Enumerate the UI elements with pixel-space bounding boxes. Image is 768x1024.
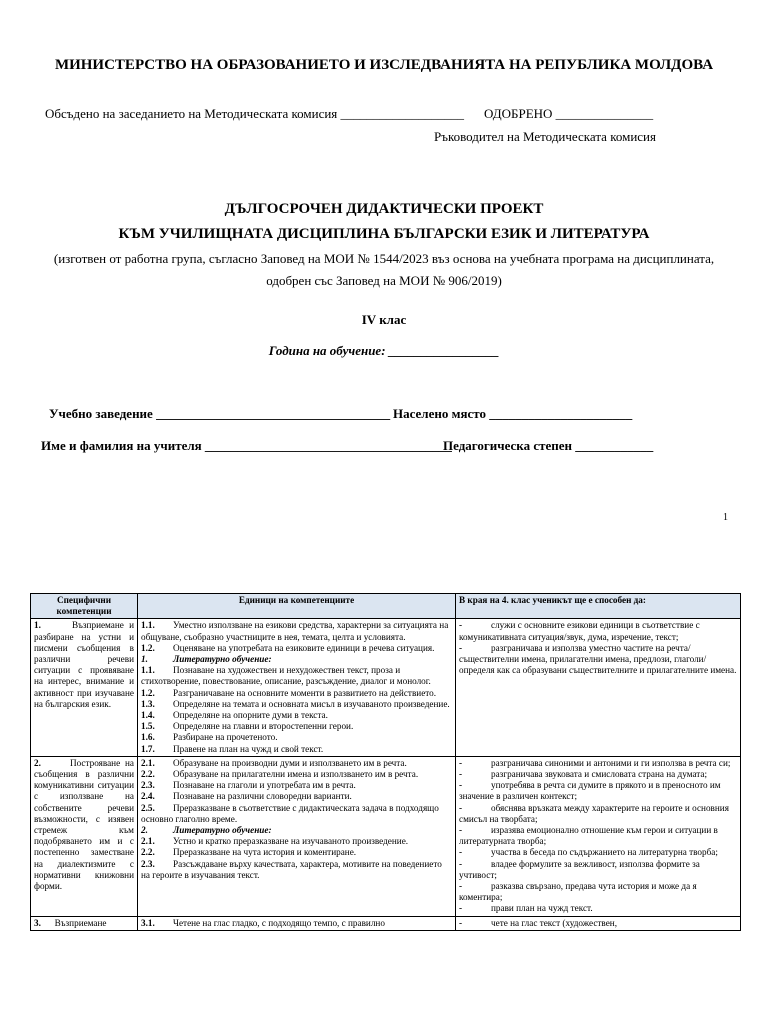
header-outcomes: В края на 4. клас ученикът ще е способен да: (456, 594, 741, 619)
unit-item (141, 620, 452, 642)
unit-number: 2.2. (141, 847, 155, 858)
unit-number: 2.4. (141, 791, 155, 802)
outcomes-cell (456, 619, 741, 756)
header-specific-competences: Специфични компетенции (31, 594, 138, 619)
unit-item (141, 665, 452, 687)
table-header-row (31, 594, 741, 619)
units-cell (138, 756, 456, 916)
outcome-item (459, 847, 737, 858)
unit-text: Уместно използване на езикови средства, характерни за ситуацията на общуване, съобразно участниците в нея, темата, целта и условията. (141, 620, 449, 642)
unit-item (141, 847, 452, 858)
unit-item (141, 699, 452, 710)
table-body (31, 619, 741, 930)
units-cell (138, 619, 456, 756)
outcome-item (459, 918, 737, 929)
unit-text: Устно и кратко преразказване на изучаваното произведение. (173, 836, 409, 847)
ministry-heading: МИНИСТЕРСТВО НА ОБРАЗОВАНИЕТО И ИЗСЛЕДВАНИЯТА НА РЕПУБЛИКА МОЛДОВА (54, 57, 714, 73)
unit-number: 1. (141, 654, 148, 665)
unit-number: 1.3. (141, 698, 155, 709)
grade-label: IV клас (361, 312, 407, 327)
outcome-item (459, 758, 737, 769)
competence-text: Възприемане и разбиране на устни и писмени съобщения в различни речеви ситуации с проявяване на интерес, внимание и активност при изучаване на българския език. (34, 620, 134, 709)
unit-text: Разбиране на прочетеното. (173, 732, 278, 743)
header-competence-units: Единици на компетенциите (138, 594, 456, 619)
unit-text: Познаване на различни словоредни варианти. (173, 791, 352, 802)
bullet-dash: - (459, 769, 463, 780)
unit-item (141, 688, 452, 699)
competence-cell (31, 916, 138, 930)
outcome-text: разграничава синоними и антоними и ги използва в речта си; (491, 757, 731, 768)
unit-text: Образуване на производни думи и използването им в речта. (173, 757, 407, 768)
outcome-text: служи с основните езикови единици в съответствие с комуникативната ситуация/звук, дума, изречение, текст; (459, 620, 700, 642)
outcome-text: владее формулите за вежливост, използва формите за учтивост; (459, 858, 700, 880)
competence-cell (31, 619, 138, 756)
unit-text: Правене на план на чужд и свой текст. (173, 743, 324, 754)
outcome-item (459, 769, 737, 780)
unit-number: 1.4. (141, 710, 155, 721)
outcome-item (459, 780, 737, 802)
bullet-dash: - (459, 917, 463, 928)
unit-item (141, 654, 452, 665)
document-note-line2: одобрен със Заповед на МОИ № 906/2019) (266, 273, 502, 288)
unit-item (141, 859, 452, 881)
bullet-dash: - (459, 881, 463, 892)
outcome-text: прави план на чужд текст. (491, 903, 593, 914)
place-field: Населено място ______________________ (393, 406, 633, 421)
competences-table (30, 593, 741, 931)
unit-number: 1.2. (141, 687, 155, 698)
bullet-dash: - (459, 858, 463, 869)
unit-number: 2.3. (141, 858, 155, 869)
literary-section-label: Литературно обучение: (173, 654, 272, 665)
unit-number: 3.1. (141, 917, 155, 928)
approved-line: ОДОБРЕНО _______________ (484, 106, 654, 121)
pedagogical-degree-field: Педагогическа степен ____________ (443, 438, 654, 453)
outcome-item (459, 903, 737, 914)
teacher-name-field: Име и фамилия на учителя ______________________________________ (41, 438, 452, 453)
outcome-text: разграничава звуковата и смисловата страна на думата; (491, 769, 708, 780)
document-subject: КЪМ УЧИЛИЩНАТА ДИСЦИПЛИНА БЪЛГАРСКИ ЕЗИК И ЛИТЕРАТУРА (118, 226, 650, 242)
outcome-text: употребява в речта си думите в прякото и в преносното им значение в различен контекст; (459, 780, 721, 802)
table-row (31, 916, 741, 930)
unit-item (141, 918, 452, 929)
bullet-dash: - (459, 903, 463, 914)
outcome-item (459, 643, 737, 677)
unit-text: Преразказване в съответствие с дидактическата задача в подходящо основно глаголно време. (141, 802, 439, 824)
unit-text: Познаване на художествен и нехудожествен текст, проза и стихотворение, повествование, описание, разсъждение, диалог и монолог. (141, 665, 431, 687)
unit-number: 1.1. (141, 665, 155, 676)
unit-text: Разграничаване на основните моменти в развитието на действието. (173, 687, 437, 698)
unit-number: 1.7. (141, 743, 155, 754)
outcome-text: изразява емоционално отношение към герои и ситуации в литературната творба; (459, 825, 718, 847)
unit-item (141, 825, 452, 836)
outcome-item (459, 825, 737, 847)
unit-text: Образуване на прилагателни имена и използването им в речта. (173, 769, 419, 780)
unit-number: 2.3. (141, 780, 155, 791)
bullet-dash: - (459, 847, 463, 858)
unit-number: 1.2. (141, 642, 155, 653)
school-year-field: Година на обучение: _________________ (268, 343, 500, 358)
unit-number: 1.6. (141, 732, 155, 743)
bullet-dash: - (459, 780, 463, 791)
unit-item (141, 758, 452, 769)
outcome-text: обяснява връзката между характерите на героите и основния смисъл на творбата; (459, 802, 729, 824)
unit-item (141, 769, 452, 780)
unit-item (141, 836, 452, 847)
unit-text: Определяне на главни и второстепенни герои. (173, 721, 354, 732)
unit-item (141, 744, 452, 755)
outcomes-cell (456, 756, 741, 916)
outcomes-cell (456, 916, 741, 930)
unit-number: 1.5. (141, 721, 155, 732)
bullet-dash: - (459, 642, 463, 653)
competence-cell (31, 756, 138, 916)
bullet-dash: - (459, 757, 463, 768)
unit-number: 2. (141, 825, 148, 836)
unit-number: 1.1. (141, 620, 155, 631)
unit-number: 2.2. (141, 769, 155, 780)
institution-field: Учебно заведение ____________________________________ (49, 406, 391, 421)
outcome-item (459, 881, 737, 903)
unit-text: Определяне на опорните думи в текста. (173, 710, 328, 721)
unit-text: Оценяване на употребата на езиковите единици в речева ситуация. (173, 642, 435, 653)
outcome-item (459, 803, 737, 825)
document-title: ДЪЛГОСРОЧЕН ДИДАКТИЧЕСКИ ПРОЕКТ (224, 201, 544, 217)
competence-text: Възприемане (54, 917, 107, 928)
unit-number: 2.1. (141, 836, 155, 847)
bullet-dash: - (459, 825, 463, 836)
bullet-dash: - (459, 620, 463, 631)
table-row (31, 619, 741, 756)
literary-section-label: Литературно обучение: (173, 825, 272, 836)
unit-item (141, 721, 452, 732)
outcome-text: разказва свързано, предава чута история и може да я коментира; (459, 881, 697, 903)
discussed-line: Обсъдено на заседанието на Методическата комисия ___________________ (45, 106, 465, 121)
unit-text: Разсъждаване върху качествата, характера, мотивите на поведението на героите в изучавания текст. (141, 858, 442, 880)
outcome-text: разграничава и използва уместно частите на речта/съществителни имена, прилагателни имена, предлози, глаголи/определя как са образувани съществителните и прилагателните имена. (459, 642, 737, 676)
competence-number: 1. (34, 620, 41, 631)
unit-item (141, 643, 452, 654)
unit-item (141, 791, 452, 802)
unit-text: Определяне на темата и основната мисъл в изучаваното произведение. (173, 698, 450, 709)
units-cell (138, 916, 456, 930)
competence-number: 3. (34, 917, 41, 928)
unit-text: Четене на глас гладко, с подходящо темпо, с правилно (173, 917, 385, 928)
unit-item (141, 803, 452, 825)
table-row (31, 756, 741, 916)
unit-item (141, 732, 452, 743)
unit-number: 2.5. (141, 802, 155, 813)
document-note-line1: (изготвен от работна група, съгласно Заповед на МОИ № 1544/2023 въз основа на учебната програма на дисциплината, (53, 251, 715, 266)
unit-text: Преразказване на чута история и коментиране. (173, 847, 357, 858)
unit-item (141, 710, 452, 721)
competence-number: 2. (34, 757, 41, 768)
outcome-item (459, 859, 737, 881)
unit-text: Познаване на глаголи и употребата им в речта. (173, 780, 356, 791)
competence-text: Построяване на съобщения в различни комуникативни ситуации с използване на собствените речеви възможности, с изявен стремеж към подобряването им и с постепенно заместване на диалектизмите с нормативни книжовни форми. (34, 757, 134, 892)
unit-item (141, 780, 452, 791)
bullet-dash: - (459, 802, 463, 813)
page-number: 1 (723, 512, 728, 523)
commission-head-label: Ръководител на Методическата комисия (434, 129, 656, 144)
unit-number: 2.1. (141, 757, 155, 768)
outcome-text: чете на глас текст (художествен, (491, 917, 617, 928)
outcome-item (459, 620, 737, 642)
outcome-text: участва в беседа по съдържанието на литературна творба; (491, 847, 718, 858)
